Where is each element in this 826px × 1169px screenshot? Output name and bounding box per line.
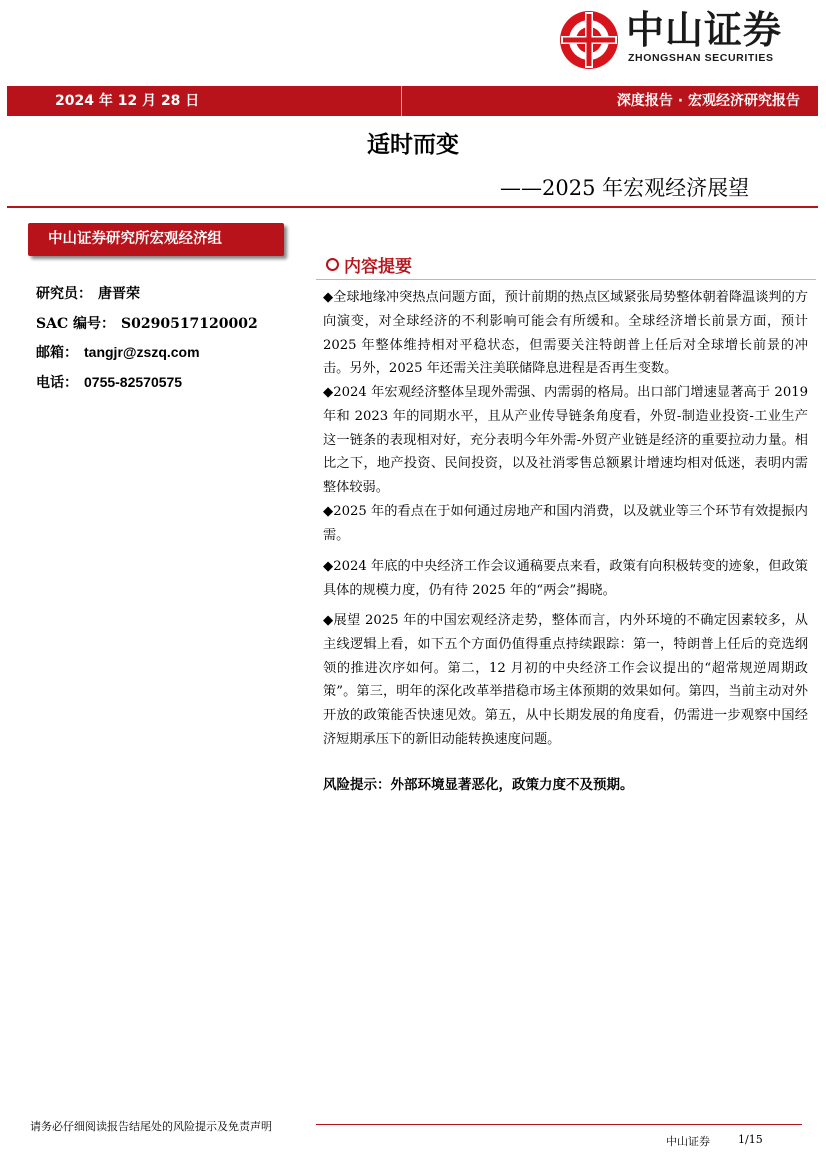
email-label: 邮箱： <box>36 345 78 361</box>
researcher-line <box>36 283 140 303</box>
zhongshan-logo-icon <box>559 10 619 70</box>
summary-heading <box>326 252 412 277</box>
brand-name-en: ZHONGSHAN SECURITIES <box>628 52 774 64</box>
summary-divider <box>316 279 816 280</box>
sac-label: SAC 编号： <box>36 316 115 332</box>
title-divider <box>7 206 818 208</box>
footer-disclaimer: 请务必仔细阅读报告结尾处的风险提示及免责声明 <box>30 1120 272 1133</box>
summary-paragraph: ◆2024 年宏观经济整体呈现外需强、内需弱的格局。出口部门增速显著高于 2019 年和 2023 年的同期水平，且从产业传导链条角度看，外贸-制造业投资-工业生产这一链条的表现相对好，充分表明今年外需-外贸产业链是经济的重要拉动力量。相比之下，地产投资、民间投资，以及社消零售总额累计增速均相对低迷，表明内需整体较弱。 <box>323 385 808 496</box>
summary-paragraph: ◆全球地缘冲突热点问题方面，预计前期的热点区域紧张局势整体朝着降温谈判的方向演变，对全球经济的不利影响可能会有所缓和。全球经济增长前景方面，预计 2025 年整体维持相对平稳状态，但需要关注特朗普上任后对全球增长前景的冲击。另外，2025 年还需关注美联储降息进程是否再生变数。 <box>323 290 808 377</box>
phone-label: 电话： <box>36 375 78 391</box>
circle-bullet-icon <box>326 258 339 271</box>
report-type: 深度报告 · 宏观经济研究报告 <box>616 93 800 109</box>
research-team-box <box>28 223 284 256</box>
researcher-label: 研究员： <box>36 286 92 302</box>
sac-number: S0290517120002 <box>121 316 258 332</box>
report-subtitle: ——2025 年宏观经济展望 <box>500 176 750 200</box>
report-title: 适时而变 <box>367 131 459 158</box>
risk-warning: 风险提示：外部环境显著恶化，政策力度不及预期。 <box>323 777 634 793</box>
email-address[interactable]: tangjr@zszq.com <box>84 344 200 360</box>
summary-paragraph: ◆展望 2025 年的中国宏观经济走势，整体而言，内外环境的不确定因素较多，从主线逻辑上看，如下五个方面仍值得重点持续跟踪：第一，特朗普上任后的竞选纲领的推进次序如何。第二，12 月初的中央经济工作会议提出的“超常规逆周期政策”。第三，明年的深化改革举措稳市场主体预期的效果如何。第四，当前主动对外开放的政策能否快速见效。第五，从中长期发展的角度看，仍需进一步观察中国经济短期承压下的新旧动能转换速度问题。 <box>323 613 808 747</box>
research-team-label: 中山证券研究所宏观经济组 <box>48 231 222 247</box>
phone-line <box>36 372 182 392</box>
page-number: 1/15 <box>738 1133 763 1146</box>
summary-paragraph: ◆2025 年的看点在于如何通过房地产和国内消费，以及就业等三个环节有效提振内需。 <box>323 504 808 543</box>
header-band-left <box>7 86 402 116</box>
phone-number: 0755-82570575 <box>84 374 183 390</box>
report-date: 2024 年 12 月 28 日 <box>55 93 200 109</box>
sac-line <box>36 313 258 333</box>
footer-divider <box>316 1124 802 1125</box>
researcher-name: 唐晋荣 <box>98 286 140 302</box>
summary-heading-text: 内容提要 <box>344 257 412 277</box>
summary-paragraph: ◆2024 年底的中央经济工作会议通稿要点来看，政策有向积极转变的迹象，但政策具体的规模力度，仍有待 2025 年的“两会”揭晓。 <box>323 559 808 598</box>
email-line <box>36 342 200 362</box>
footer-brand: 中山证券 <box>666 1135 710 1148</box>
brand-name-cn: 中山证券 <box>626 8 783 52</box>
header-band <box>7 86 818 116</box>
